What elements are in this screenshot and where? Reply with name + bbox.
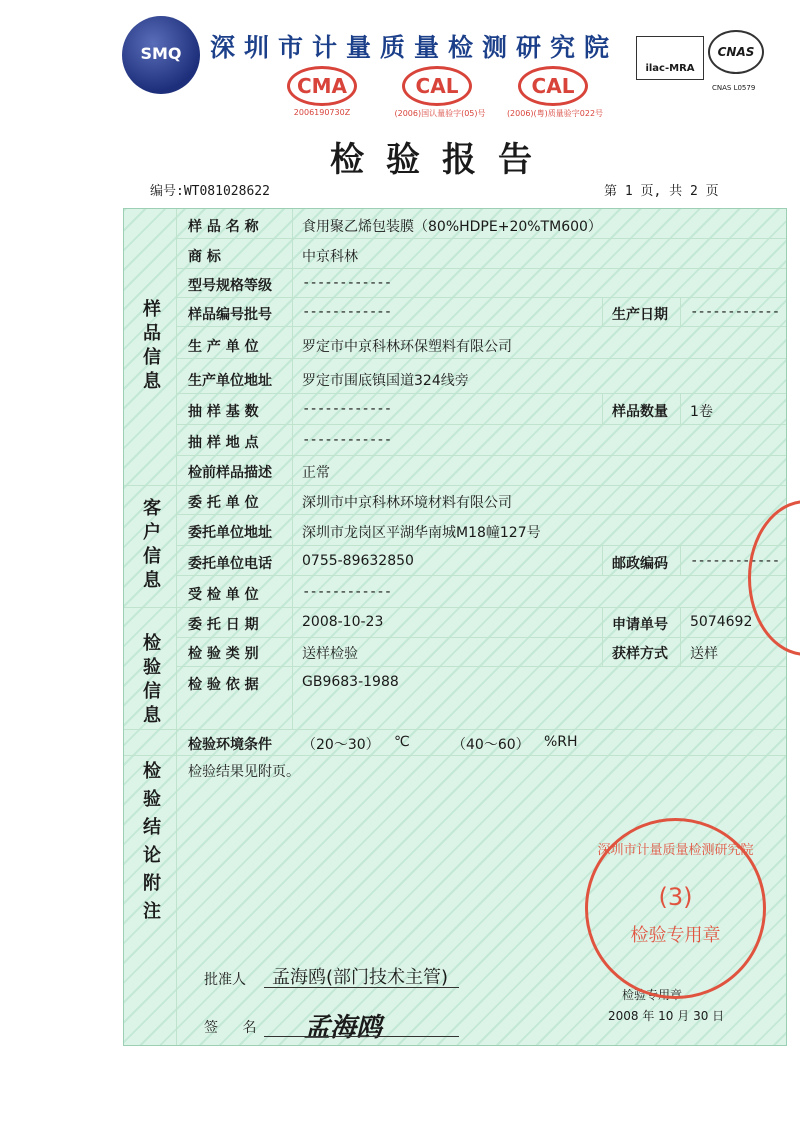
report-number-label: 编号: [150, 184, 184, 199]
client-value: 深圳市中京科林环境材料有限公司 [302, 495, 512, 511]
report-number [150, 180, 270, 199]
approver-value: 孟海鸥(部门技术主管) [272, 967, 449, 988]
client-phone-value: 0755-89632850 [302, 553, 414, 569]
prod-date-value: ------------ [690, 304, 780, 320]
sampling-place-value: ------------ [302, 432, 392, 448]
inspection-seal [585, 818, 766, 999]
sample-qty-label: 样品数量 [612, 404, 668, 420]
pre-desc-label: 检前样品描述 [188, 465, 272, 481]
cal-code-1: (2006)国认量验字(05)号 [394, 109, 486, 118]
brand-label: 商 标 [188, 249, 221, 265]
client-addr-label: 委托单位地址 [188, 525, 272, 541]
cal-mark-2: CAL [518, 66, 588, 106]
seal-bottom-text: 检验专用章 [630, 925, 721, 946]
apply-no-value: 5074692 [690, 614, 753, 630]
env-rh-value: （40～60） [452, 737, 530, 753]
seal-top-text: 深圳市计量质量检测研究院 [597, 843, 754, 858]
org-name: 深圳市计量质量检测研究院 [210, 33, 619, 62]
pre-desc-value: 正常 [302, 465, 330, 481]
cal-code-2: (2006)(粤)质量验字022号 [506, 109, 604, 118]
producer-value: 罗定市中京科林环保塑料有限公司 [302, 339, 512, 355]
sampling-base-label: 抽 样 基 数 [188, 404, 259, 420]
cnas-logo: CNAS [708, 30, 764, 74]
env-temp-unit: ℃ [394, 734, 410, 750]
brand-value: 中京科林 [302, 249, 358, 265]
report-date: 2008 年 10 月 30 日 [608, 1009, 725, 1023]
sample-name-label: 样 品 名 称 [188, 219, 259, 235]
insp-type-value: 送样检验 [302, 646, 358, 662]
report-number-value: WT081028622 [183, 184, 270, 199]
cal-mark-1: CAL [402, 66, 472, 106]
insp-basis-label: 检 验 依 据 [188, 677, 259, 693]
handwritten-signature: 孟海鸥 [304, 1013, 383, 1043]
env-temp-value: （20～30） [302, 737, 380, 753]
sample-name-value: 食用聚乙烯包装膜（80%HDPE+20%TM600） [302, 219, 602, 235]
sampling-base-value: ------------ [302, 401, 392, 417]
section-inspection-info: 检验信息 [140, 633, 161, 729]
sign-label: 签 名 [204, 1020, 267, 1036]
get-method-label: 获样方式 [612, 646, 668, 662]
prod-date-label: 生产日期 [612, 307, 668, 323]
page-info: 第 1 页, 共 2 页 [604, 184, 719, 199]
postcode-label: 邮政编码 [612, 556, 668, 572]
inspected-unit-value: ------------ [302, 584, 392, 600]
cma-code: 2006190730Z [293, 108, 351, 117]
entrust-date-label: 委 托 日 期 [188, 617, 259, 633]
cnas-code: CNAS L0579 [712, 84, 756, 92]
cma-mark: CMA [287, 66, 357, 106]
get-method-value: 送样 [690, 646, 718, 662]
insp-basis-value: GB9683-1988 [302, 674, 399, 690]
section-sample-info: 样品信息 [140, 299, 161, 395]
ilac-mra-logo: ilac-MRA [636, 36, 704, 80]
conclusion-text: 检验结果见附页。 [188, 764, 300, 780]
client-label: 委 托 单 位 [188, 495, 259, 511]
section-client-info: 客户信息 [140, 498, 161, 594]
producer-label: 生 产 单 位 [188, 339, 259, 355]
seal-label: 检验专用章 [622, 988, 683, 1002]
model-value: ------------ [302, 275, 392, 291]
inspected-unit-label: 受 检 单 位 [188, 587, 259, 603]
postcode-value: ------------ [690, 553, 780, 569]
model-label: 型号规格等级 [188, 278, 272, 294]
env-rh-unit: %RH [544, 734, 578, 750]
env-label: 检验环境条件 [188, 737, 272, 753]
entrust-date-value: 2008-10-23 [302, 614, 384, 630]
insp-type-label: 检 验 类 别 [188, 646, 259, 662]
smq-logo-text: SMQ [140, 44, 182, 63]
report-title: 检验报告 [330, 140, 554, 180]
batch-value: ------------ [302, 304, 392, 320]
sample-qty-value: 1卷 [690, 404, 713, 420]
seal-number: (3) [658, 883, 693, 911]
sampling-place-label: 抽 样 地 点 [188, 435, 259, 451]
producer-addr-value: 罗定市围底镇国道324线旁 [302, 373, 469, 389]
producer-addr-label: 生产单位地址 [188, 373, 272, 389]
client-phone-label: 委托单位电话 [188, 556, 272, 572]
approver-label: 批准人 [204, 972, 246, 988]
batch-label: 样品编号批号 [188, 307, 272, 323]
section-conclusion: 检验结论附注 [140, 761, 161, 929]
smq-logo [122, 16, 200, 94]
client-addr-value: 深圳市龙岗区平湖华南城M18幢127号 [302, 525, 541, 541]
apply-no-label: 申请单号 [612, 617, 668, 633]
